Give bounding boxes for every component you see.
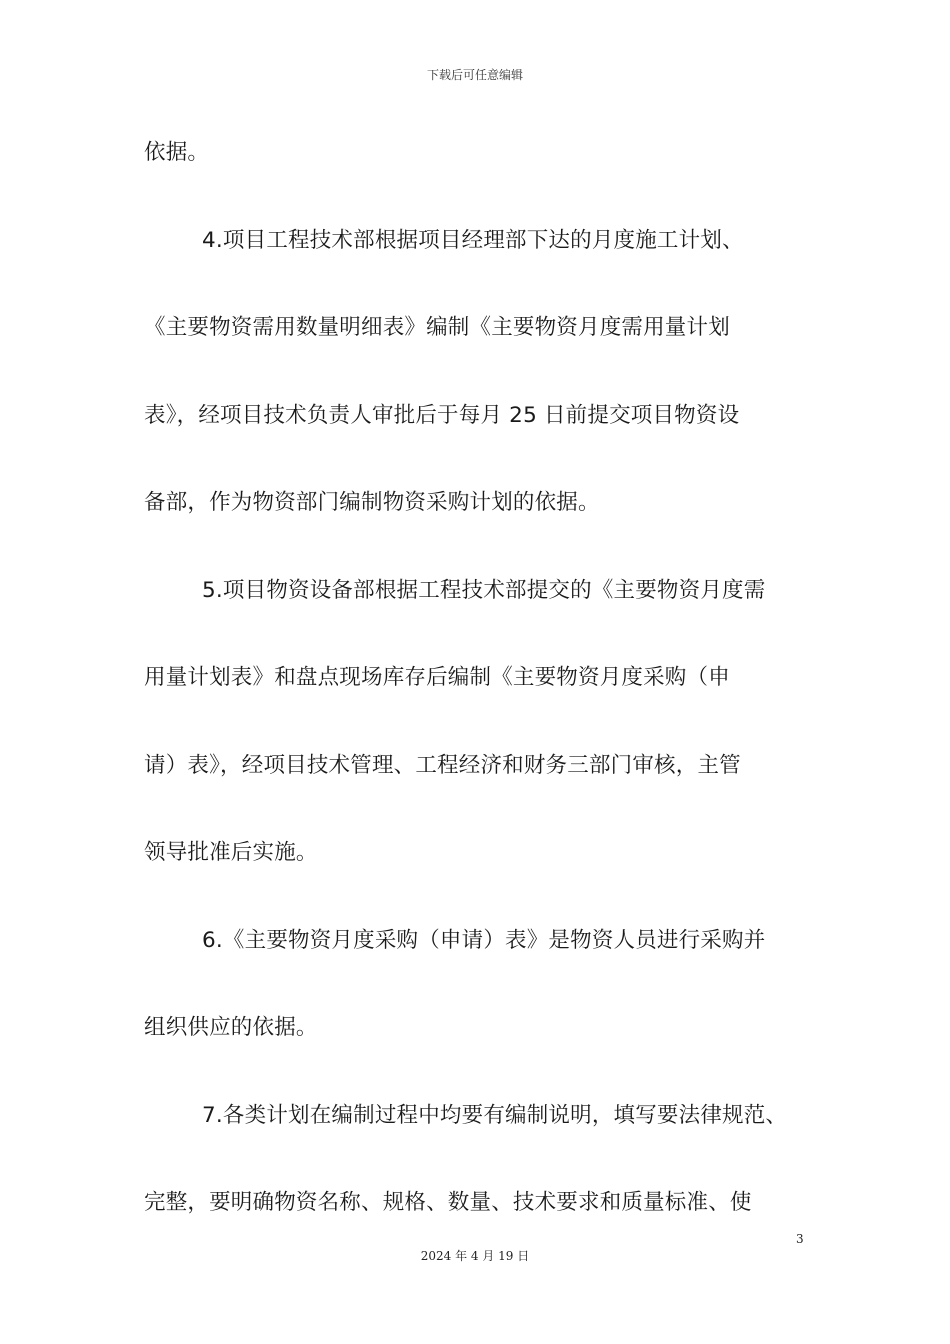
- text-line: 《主要物资需用数量明细表》编制《主要物资月度需用量计划: [144, 315, 730, 340]
- text-line: 7.各类计划在编制过程中均要有编制说明，填写要法律规范、: [202, 1102, 788, 1128]
- text-line: 完整，要明确物资名称、规格、数量、技术要求和质量标准、使: [144, 1190, 752, 1215]
- text-line: 备部，作为物资部门编制物资采购计划的依据。: [144, 490, 600, 515]
- text-line: 用量计划表》和盘点现场库存后编制《主要物资月度采购（申: [144, 665, 730, 690]
- text-line: 领导批准后实施。: [144, 840, 318, 865]
- text-line: 组织供应的依据。: [144, 1015, 318, 1040]
- text-line: 5.项目物资设备部根据工程技术部提交的《主要物资月度需: [202, 577, 766, 603]
- text-line: 依据。: [144, 140, 210, 165]
- text-line: 表》，经项目技术负责人审批后于每月 25 日前提交项目物资设: [144, 402, 740, 428]
- text-line: 请）表》，经项目技术管理、工程经济和财务三部门审核，主管: [144, 752, 741, 778]
- page-number: 3: [796, 1232, 804, 1246]
- text-line: 4.项目工程技术部根据项目经理部下达的月度施工计划、: [202, 227, 744, 253]
- page-header: 下载后可任意编辑: [426, 68, 523, 82]
- text-line: 6.《主要物资月度采购（申请）表》是物资人员进行采购并: [202, 927, 766, 953]
- footer-date: 2024 年 4 月 19 日: [420, 1249, 530, 1263]
- document-body: [144, 131, 808, 1269]
